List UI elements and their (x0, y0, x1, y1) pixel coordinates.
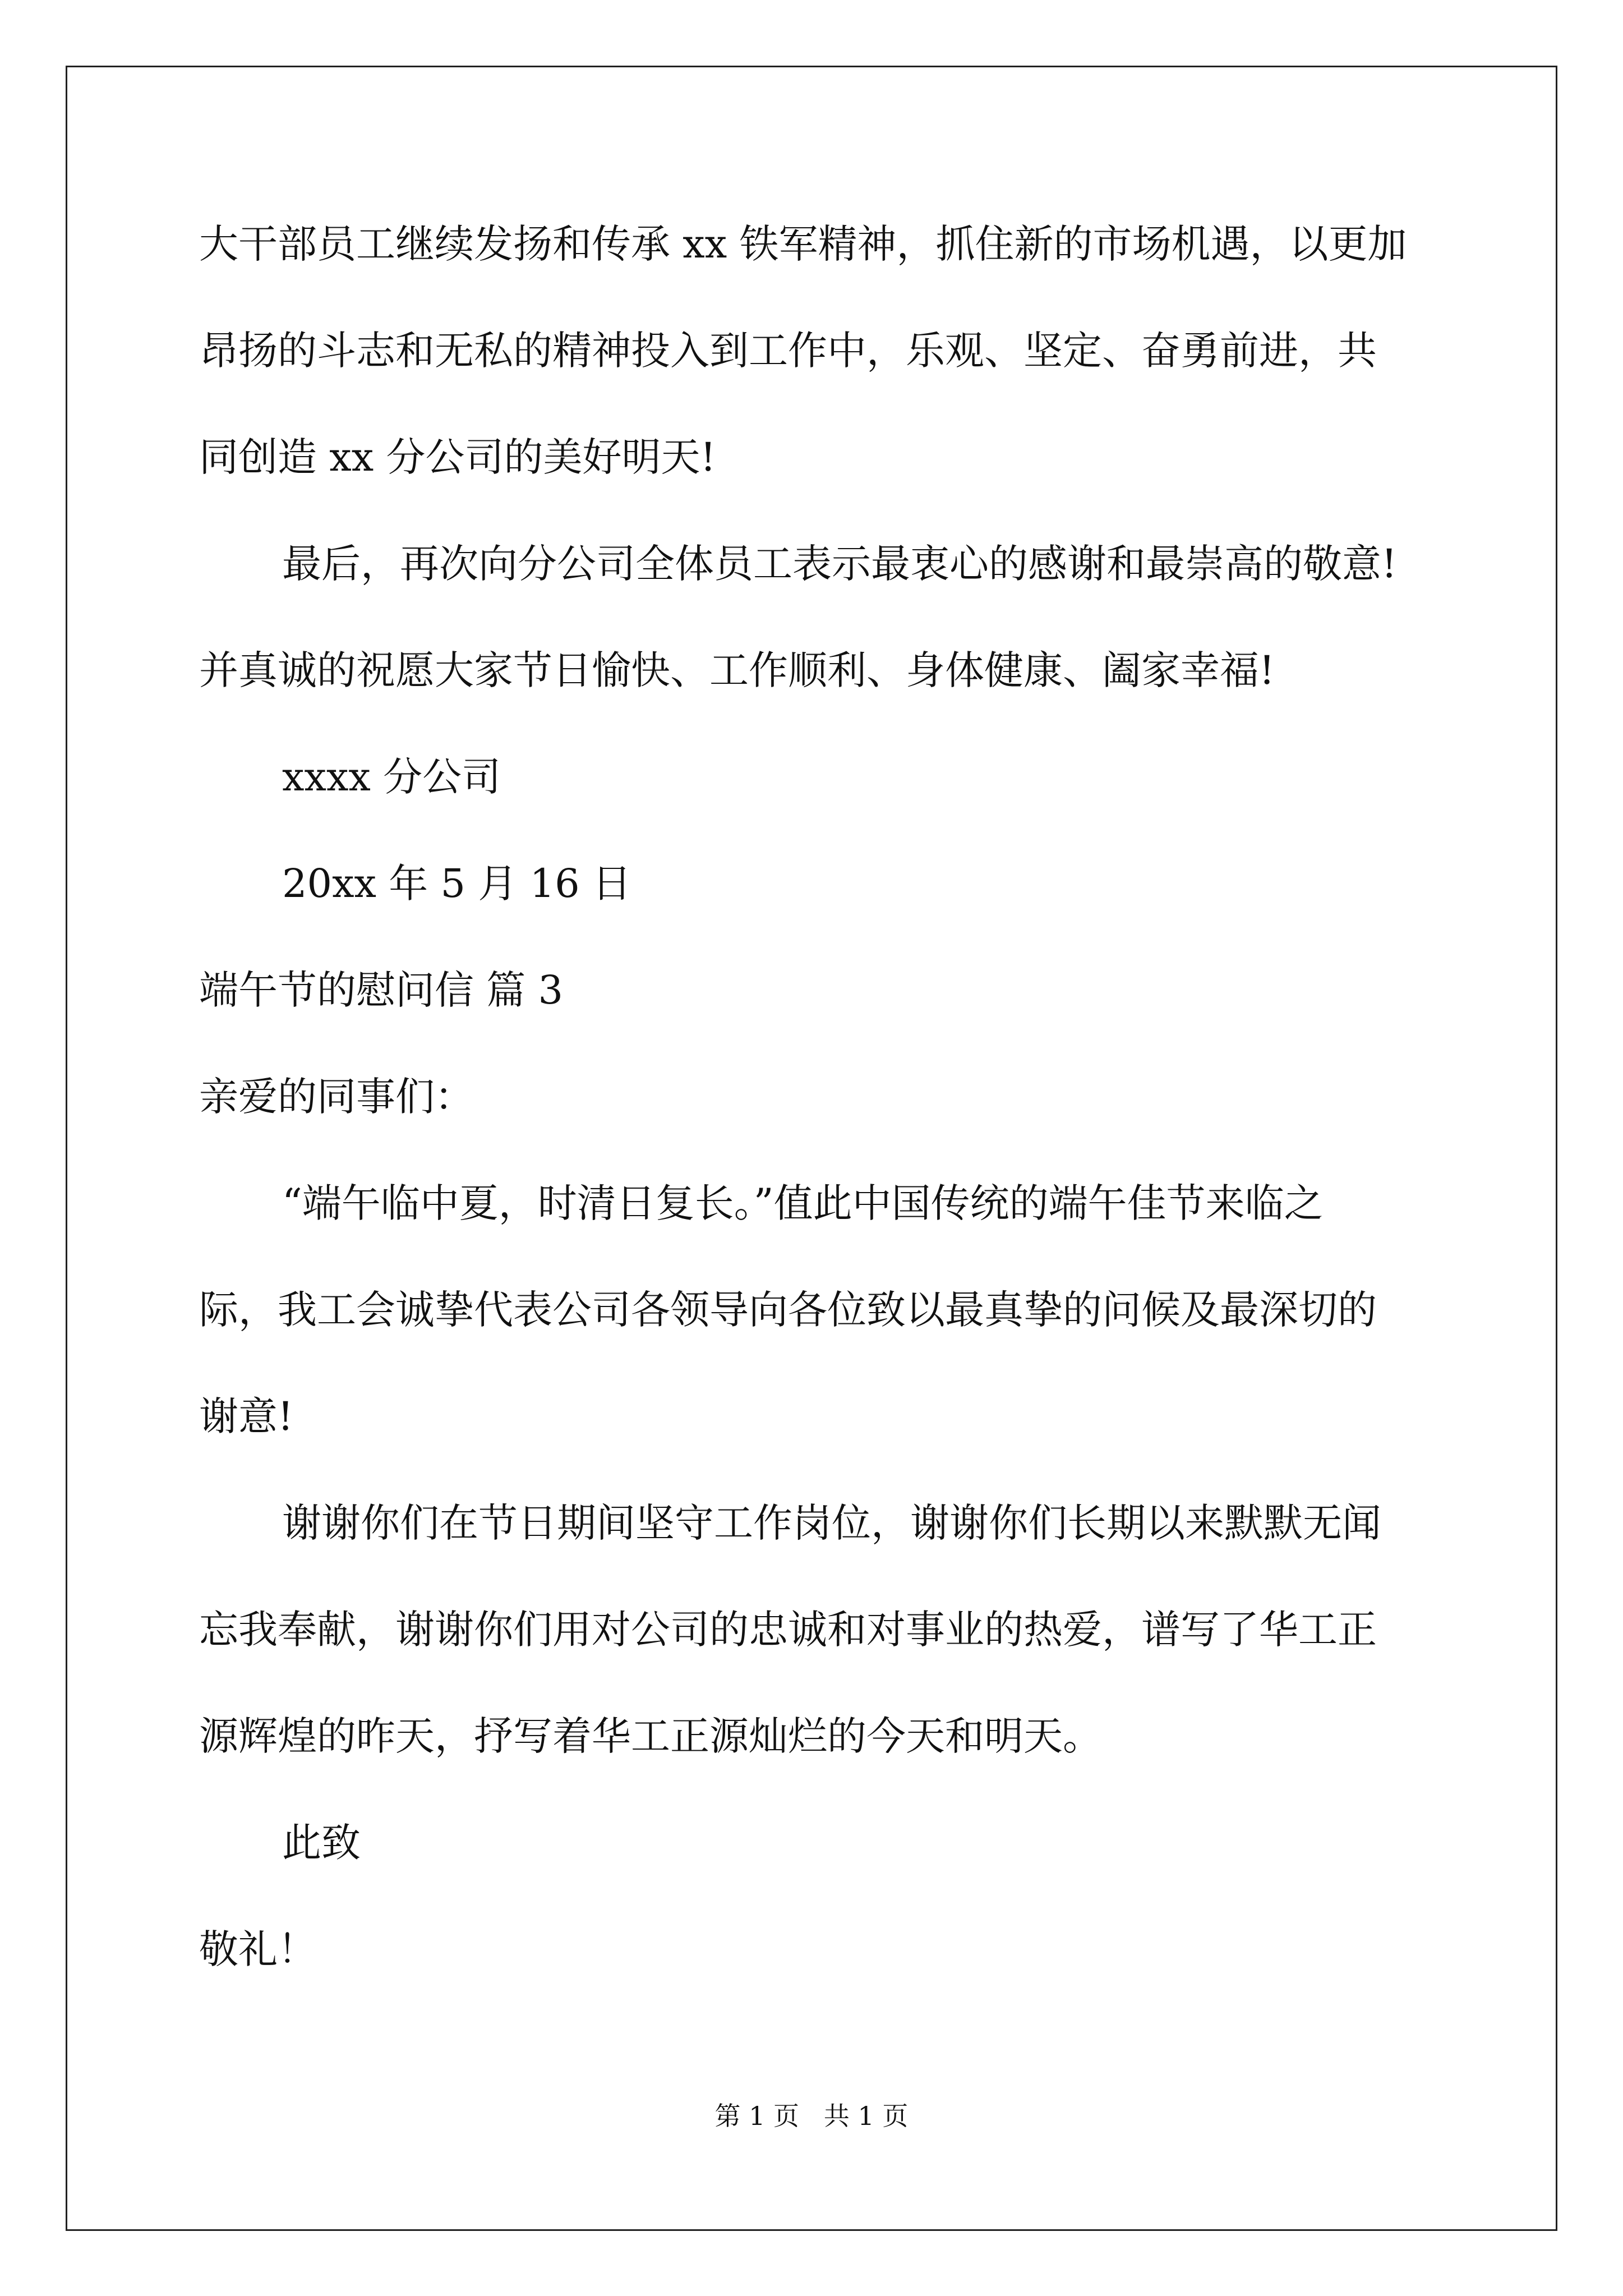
paragraph-1-line-3: 谢意! (199, 1393, 294, 1439)
page-footer: 第 1 页 共 1 页 (714, 2101, 909, 2131)
closing-phrase: 此致 (282, 1820, 361, 1866)
section-title: 端午节的慰问信 篇 3 (199, 967, 564, 1013)
letter-date: 20xx 年 5 月 16 日 (282, 861, 631, 907)
closing-salute: 敬礼！ (199, 1926, 317, 1972)
closing-paragraph-line-2: 并真诚的祝愿大家节日愉快、工作顺利、身体健康、阖家幸福! (199, 647, 1275, 693)
body-line-2: 昂扬的斗志和无私的精神投入到工作中，乐观、坚定、奋勇前进，共 (199, 328, 1377, 374)
paragraph-1-line-1: “端午临中夏，时清日复长。”值此中国传统的端午佳节来临之 (282, 1180, 1324, 1226)
paragraph-2-line-1: 谢谢你们在节日期间坚守工作岗位，谢谢你们长期以来默默无闻 (282, 1500, 1381, 1546)
paragraph-2-line-3: 源辉煌的昨天，抒写着华工正源灿烂的今天和明天。 (199, 1713, 1102, 1759)
body-line-1: 大干部员工继续发扬和传承 xx 铁军精神，抓住新的市场机遇，以更加 (199, 221, 1407, 267)
body-line-3: 同创造 xx 分公司的美好明天! (199, 434, 716, 480)
salutation: 亲爱的同事们： (199, 1074, 474, 1120)
paragraph-1-line-2: 际，我工会诚挚代表公司各领导向各位致以最真挚的问候及最深切的 (199, 1287, 1377, 1333)
sender-name: xxxx 分公司 (282, 754, 501, 800)
paragraph-2-line-2: 忘我奉献，谢谢你们用对公司的忠诚和对事业的热爱，谱写了华工正 (199, 1607, 1377, 1653)
page-border (66, 66, 1557, 2231)
closing-paragraph-line-1: 最后，再次向分公司全体员工表示最衷心的感谢和最崇高的敬意! (282, 541, 1398, 587)
